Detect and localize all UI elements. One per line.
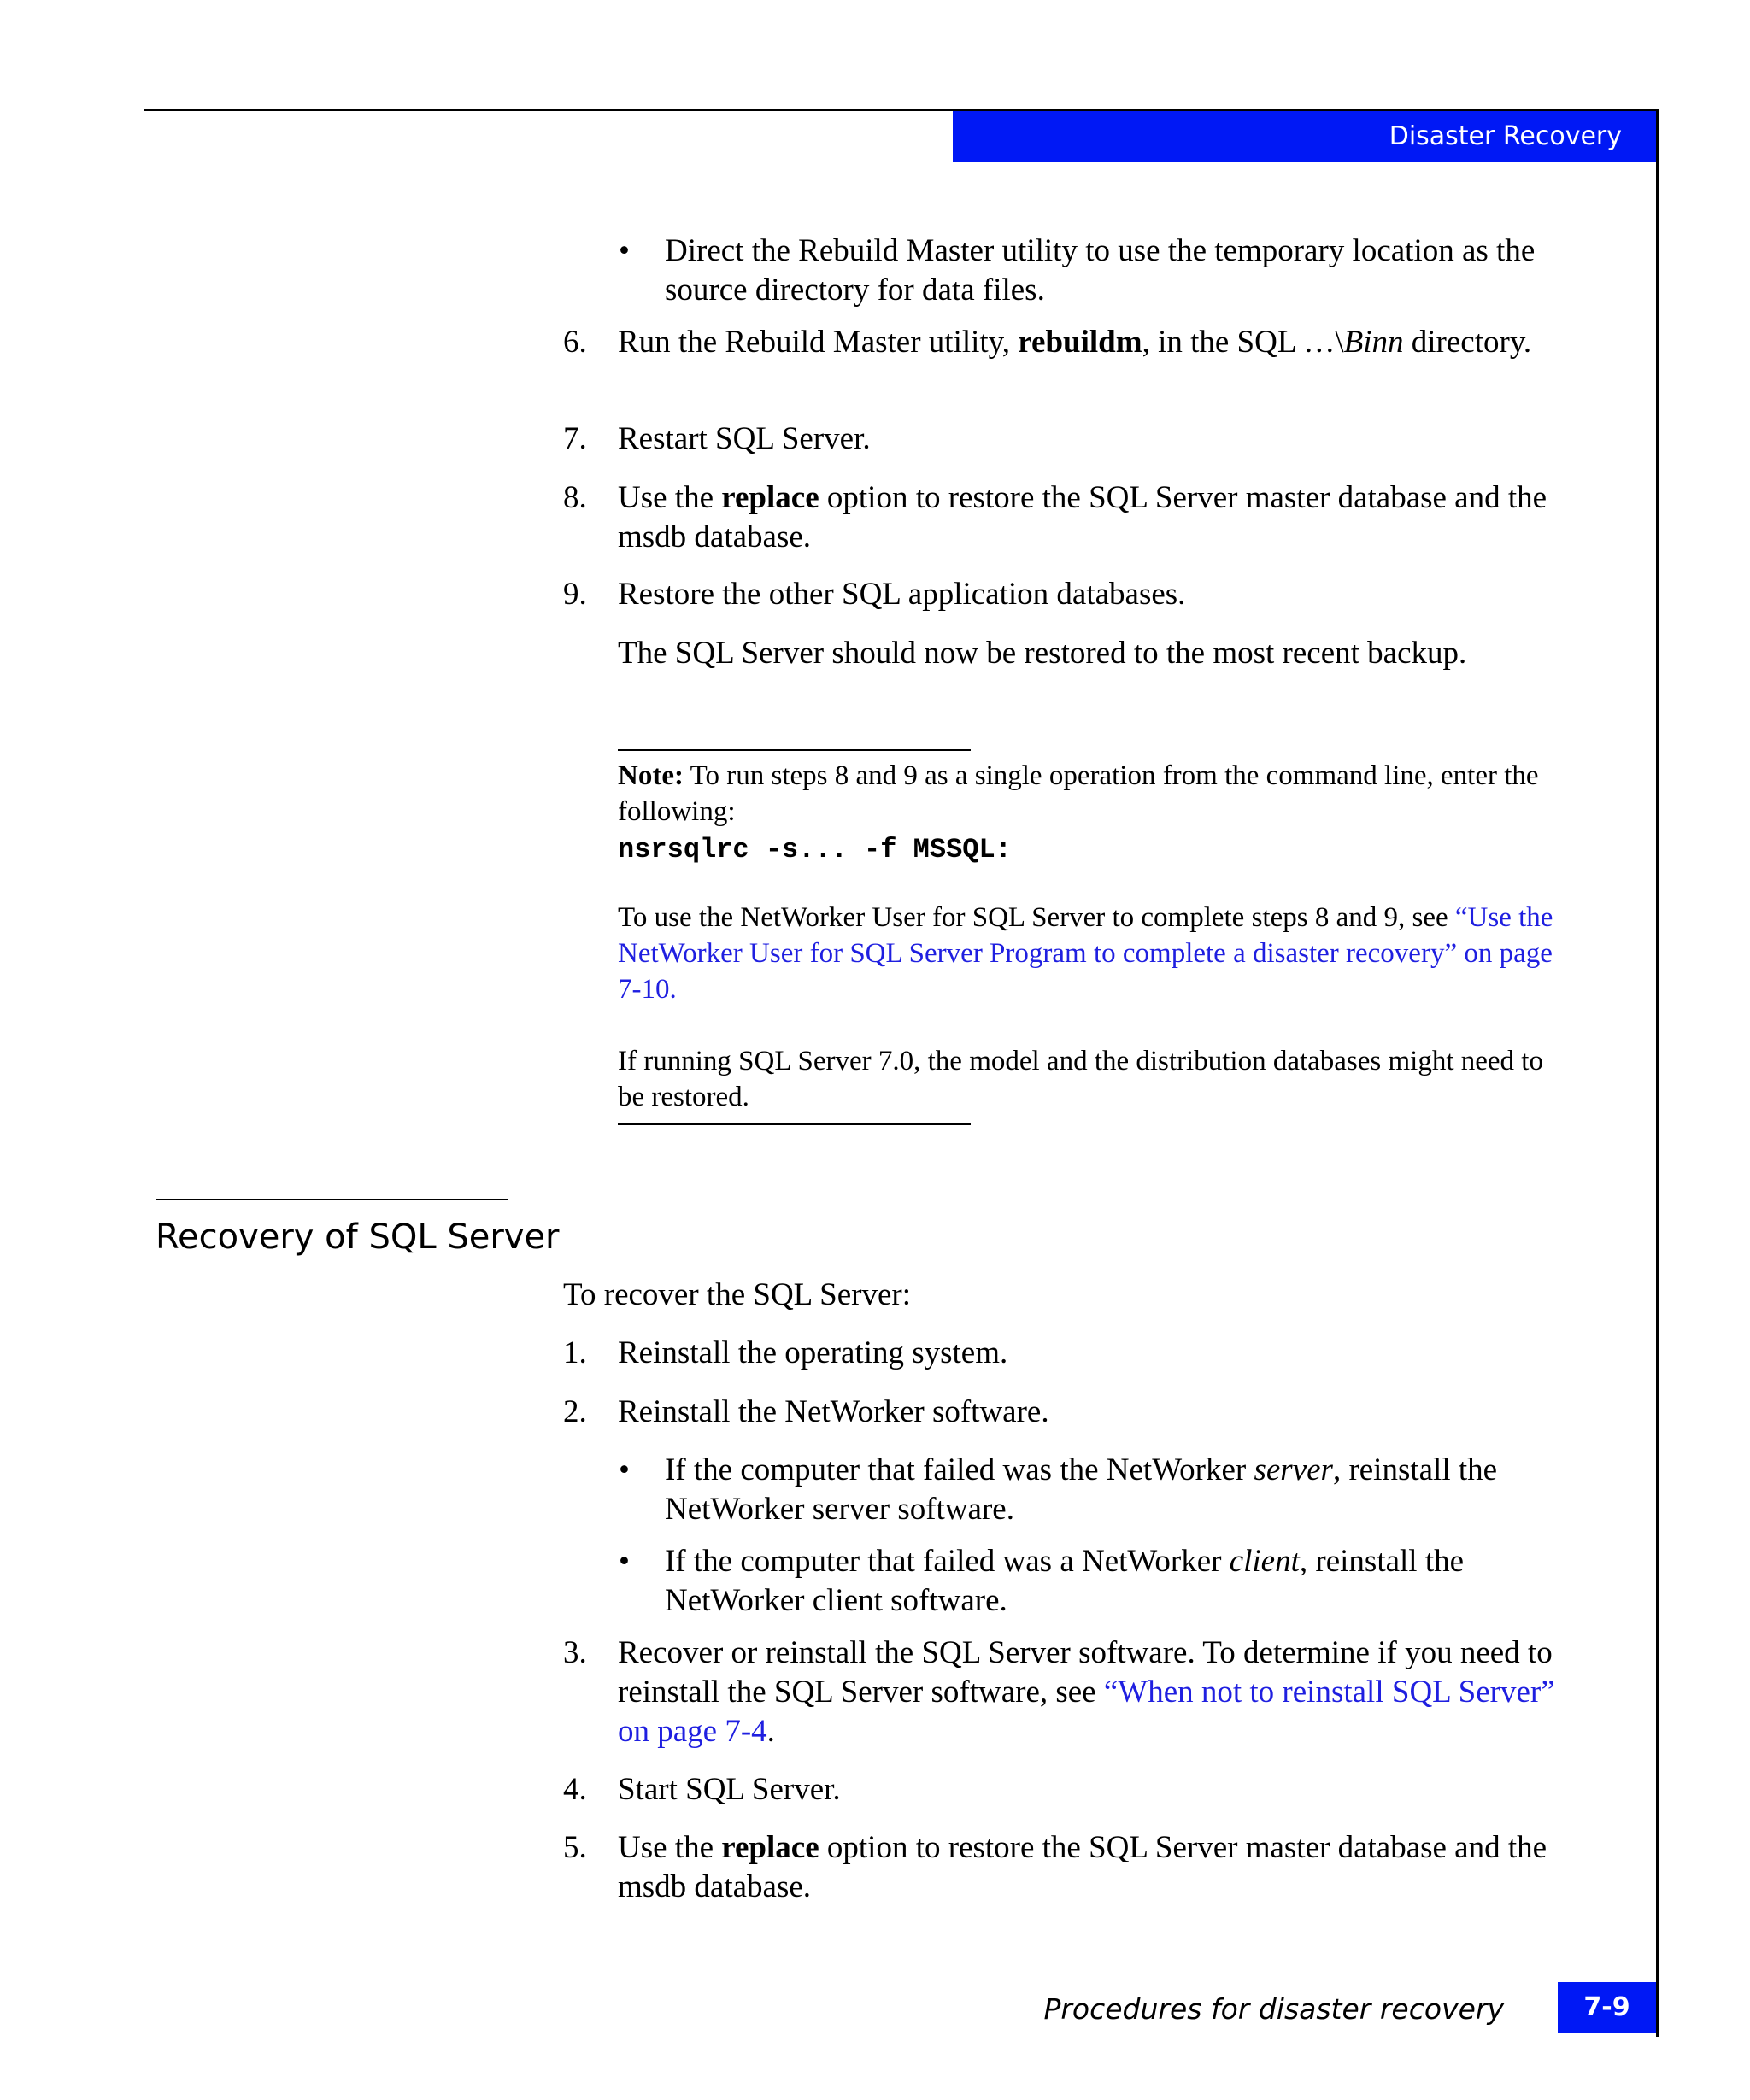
chapter-header-tab	[953, 111, 1656, 162]
step-number: 7.	[563, 421, 587, 456]
note-networker-user-paragraph	[618, 900, 1566, 1007]
step-3-pre: Recover or reinstall the SQL Server software. To determine if you need to reinstall the SQL Server software, see	[618, 1635, 1553, 1710]
step-5-pre: Use the	[618, 1830, 722, 1865]
step-6-post: directory.	[1403, 325, 1532, 360]
step-number: 9.	[563, 577, 587, 612]
cross-reference-link[interactable]: “When not to reinstall SQL Server” on page 7-4	[618, 1675, 1555, 1749]
step-6-pre: Run the Rebuild Master utility,	[618, 325, 1019, 360]
bullet-server-pre: If the computer that failed was the NetWorker	[665, 1452, 1254, 1487]
command-line: nsrsqlrc -s... -f MSSQL:	[618, 834, 1012, 865]
bullet-marker: •	[619, 1544, 630, 1579]
step-5-post: option to restore the SQL Server master database and the msdb database.	[618, 1830, 1547, 1904]
step-8-text	[618, 478, 1566, 557]
step-number: 2.	[563, 1394, 587, 1429]
page-number: 7-9	[1583, 1992, 1630, 2022]
step-5-option: replace	[721, 1830, 819, 1865]
recovery-step-4-text: Start SQL Server.	[618, 1772, 841, 1807]
step-8-pre: Use the	[618, 480, 722, 515]
note-sql7-paragraph: If running SQL Server 7.0, the model and the distribution databases might need to be restored.	[618, 1046, 1543, 1112]
cross-reference-link[interactable]: “Use the NetWorker User for SQL Server Program to complete a disaster recovery” on page 7-10	[618, 902, 1553, 1005]
note-label: Note:	[618, 760, 684, 791]
right-margin-rule	[1656, 109, 1659, 2037]
recovery-step-2-text: Reinstall the NetWorker software.	[618, 1394, 1049, 1429]
step-7-text: Restart SQL Server.	[618, 421, 871, 456]
step-6-mid: , in the SQL …\	[1142, 325, 1344, 360]
step-8-option: replace	[721, 480, 819, 515]
recovery-step-3-text	[618, 1634, 1566, 1751]
section-intro: To recover the SQL Server:	[563, 1277, 911, 1312]
bullet-item-server	[665, 1451, 1571, 1529]
page-number-tab	[1558, 1982, 1656, 2033]
section-heading: Recovery of SQL Server	[156, 1217, 560, 1257]
bullet-server-term: server	[1254, 1452, 1333, 1487]
bullet-marker: •	[619, 1452, 630, 1487]
step-3-post: .	[766, 1714, 775, 1749]
note-paragraph	[618, 758, 1566, 830]
step-number: 5.	[563, 1830, 587, 1865]
step-8-post: option to restore the SQL Server master database and the msdb database.	[618, 480, 1547, 554]
note-top-rule	[618, 749, 971, 751]
step-number: 3.	[563, 1635, 587, 1670]
note-text: To run steps 8 and 9 as a single operation from the command line, enter the following:	[618, 760, 1539, 827]
step-6-command: rebuildm	[1018, 325, 1142, 360]
bullet-item-client	[665, 1542, 1571, 1621]
note-networker-text: To use the NetWorker User for SQL Server to complete steps 8 and 9, see	[618, 902, 1455, 933]
restored-paragraph: The SQL Server should now be restored to the most recent backup.	[618, 636, 1467, 671]
section-rule	[156, 1199, 508, 1200]
step-number: 4.	[563, 1772, 587, 1807]
bullet-client-pre: If the computer that failed was a NetWorker	[665, 1544, 1230, 1579]
step-number: 1.	[563, 1335, 587, 1370]
bullet-server-post: , reinstall the NetWorker server software.	[665, 1452, 1498, 1527]
step-6-folder: Binn	[1343, 325, 1404, 360]
link-period: .	[669, 974, 677, 1005]
chapter-title: Disaster Recovery	[1389, 121, 1622, 151]
step-number: 6.	[563, 325, 587, 360]
step-number: 8.	[563, 480, 587, 515]
recovery-step-1-text: Reinstall the operating system.	[618, 1335, 1008, 1370]
bullet-client-post: , reinstall the NetWorker client software.	[665, 1544, 1465, 1618]
step-6-text	[618, 323, 1566, 362]
recovery-step-5-text	[618, 1828, 1566, 1907]
bullet-item-temp-location: Direct the Rebuild Master utility to use the temporary location as the source directory for data files.	[665, 233, 1536, 308]
footer-title: Procedures for disaster recovery	[1043, 1992, 1504, 2026]
bullet-marker: •	[619, 233, 630, 268]
step-9-text: Restore the other SQL application databases.	[618, 577, 1186, 612]
bullet-client-term: client	[1229, 1544, 1300, 1579]
note-bottom-rule	[618, 1123, 971, 1125]
